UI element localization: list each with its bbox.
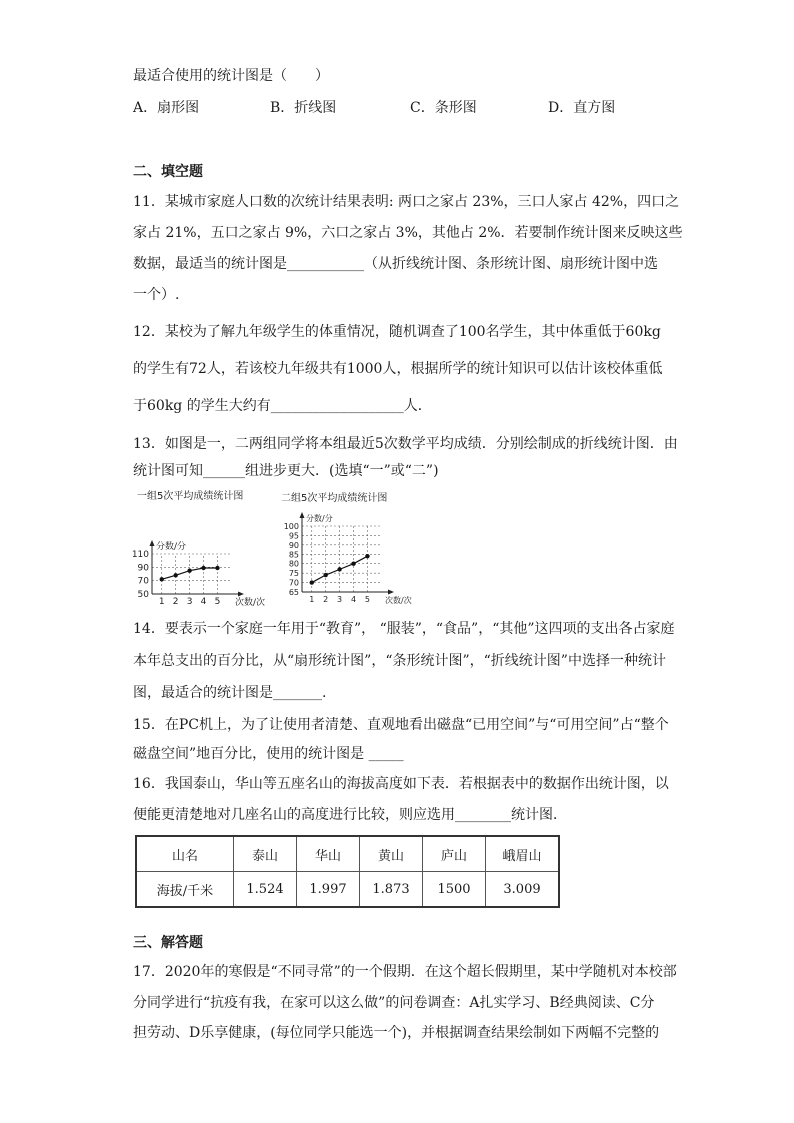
data-point [173, 573, 177, 577]
q13-line: 统计图可知______组进步更大．(选填“一”或“二”) [133, 463, 439, 479]
data-point [160, 577, 164, 581]
x-tick-label: 1 [158, 597, 165, 607]
y-tick-label: 50 [137, 590, 149, 600]
section-heading-fill-in: 二、填空题 [133, 164, 203, 180]
x-tick-label: 5 [364, 595, 371, 604]
y-tick-label: 85 [288, 550, 299, 560]
table-cell: 海拔/千米 [136, 872, 234, 908]
x-axis-label: 次数/次 [235, 598, 266, 608]
q14-line: 本年总支出的百分比，从“扇形统计图”，“条形统计图”，“折线统计图”中选择一种统计 [133, 653, 666, 669]
q17-line: 分同学进行“抗疫有我，在家可以这么做”的问卷调查：A扎实学习、B经典阅读、C分 [133, 995, 655, 1011]
y-tick-label: 80 [288, 559, 299, 569]
q14-line: 14．要表示一个家庭一年用于“教育”， “服装”，“食品”，“其他”这四项的支出各占家庭 [133, 621, 675, 637]
data-point [365, 554, 369, 558]
chart-group1-line [130, 530, 280, 610]
table-cell: 1.524 [234, 872, 297, 908]
data-point [187, 568, 191, 572]
x-tick-label: 1 [309, 595, 315, 604]
q16-line: 16．我国泰山，华山等五座名山的海拔高度如下表．若根据表中的数据作出统计图，以 [133, 776, 669, 792]
y-axis-label: 分数/分 [306, 514, 333, 523]
y-tick-label: 75 [288, 569, 299, 579]
chart1-title: 一组5次平均成绩统计图 [137, 491, 244, 502]
q11-line: 家占 21%，五口之家占 9%，六口之家占 3%，其他占 2%．若要制作统计图来反映这些 [133, 225, 683, 241]
q13-line: 13．如图是一，二两组同学将本组最近5次数学平均成绩．分别绘制成的折线统计图．由 [133, 436, 678, 452]
y-tick-label: 65 [288, 588, 299, 597]
table-header-row [136, 836, 559, 872]
y-axis-label: 分数/分 [156, 542, 187, 552]
q12-line: 的学生有72人，若该校九年级共有1000人，根据所学的统计知识可以估计该校体重低 [133, 361, 663, 377]
q15-line: 磁盘空间”地百分比，使用的统计图是 _____ [133, 746, 404, 762]
q10-option-c: C．条形图 [410, 100, 477, 116]
y-axis-arrow [300, 512, 305, 518]
y-tick-label: 70 [288, 578, 299, 588]
table-row [136, 872, 559, 908]
table-cell: 峨眉山 [486, 836, 560, 872]
table-cell: 泰山 [234, 836, 297, 872]
x-tick-label: 3 [186, 597, 193, 607]
table-cell: 华山 [297, 836, 360, 872]
q15-line: 15．在PC机上，为了让使用者清楚、直观地看出磁盘“已用空间”与“可用空间”占“整个 [133, 717, 669, 733]
x-axis-arrow [238, 592, 244, 597]
q12-line: 12．某校为了解九年级学生的体重情况，随机调查了100名学生，其中体重低于60kg [133, 324, 661, 340]
data-point [201, 566, 205, 570]
mountain-altitude-table [135, 835, 560, 908]
y-tick-label: 110 [131, 550, 149, 560]
x-tick-label: 3 [337, 595, 343, 604]
table-cell: 黄山 [360, 836, 423, 872]
q11-line: 11．某城市家庭人口数的次统计结果表明: 两口之家占 23%，三口人家占 42%，四口之 [133, 194, 680, 210]
data-point [337, 567, 341, 571]
data-point [323, 573, 327, 577]
data-point [351, 562, 355, 566]
q11-line: 数据，最适当的统计图是___________（从折线统计图、条形统计图、扇形统计图中选 [133, 256, 658, 272]
q10-stem-end: 最适合使用的统计图是（ ） [133, 68, 329, 84]
x-axis-label: 次数/次 [385, 596, 412, 605]
table-cell: 庐山 [423, 836, 486, 872]
table-cell: 3.009 [486, 872, 560, 908]
chart-group2-line [280, 506, 430, 610]
x-tick-label: 5 [214, 597, 221, 607]
q10-option-b: B．折线图 [270, 100, 337, 116]
table-cell: 1.873 [360, 872, 423, 908]
q10-option-a: A．扇形图 [133, 100, 200, 116]
q11-line: 一个）. [133, 287, 180, 303]
q17-line: 担劳动、D乐享健康，(每位同学只能选一个)，并根据调查结果绘制如下两幅不完整的 [133, 1025, 660, 1041]
section-heading-answer: 三、解答题 [133, 935, 203, 951]
data-point [215, 566, 219, 570]
table-cell: 1.997 [297, 872, 360, 908]
q14-line: 图，最适合的统计图是_______. [133, 685, 327, 701]
y-tick-label: 90 [137, 563, 149, 574]
q17-line: 17．2020年的寒假是“不同寻常”的一个假期．在这个超长假期里，某中学随机对本校部 [133, 964, 677, 980]
y-tick-label: 100 [283, 522, 299, 531]
x-tick-label: 4 [350, 595, 357, 604]
x-tick-label: 2 [172, 597, 179, 607]
table-cell: 山名 [136, 836, 234, 872]
x-tick-label: 4 [200, 597, 207, 607]
y-tick-label: 70 [137, 576, 149, 587]
table-cell: 1500 [423, 872, 486, 908]
q12-line: 于60kg 的学生大约有___________________人． [133, 398, 432, 414]
chart2-title: 二组5次平均成绩统计图 [281, 493, 388, 504]
y-tick-label: 90 [288, 540, 299, 550]
y-axis-arrow [150, 540, 155, 546]
y-tick-label: 95 [288, 531, 299, 541]
q16-line: 便能更清楚地对几座名山的高度进行比较，则应选用________统计图． [133, 807, 567, 823]
x-tick-label: 2 [323, 595, 329, 604]
data-point [310, 580, 314, 584]
x-axis-arrow [388, 590, 394, 595]
q10-option-d: D．直方图 [548, 100, 616, 116]
